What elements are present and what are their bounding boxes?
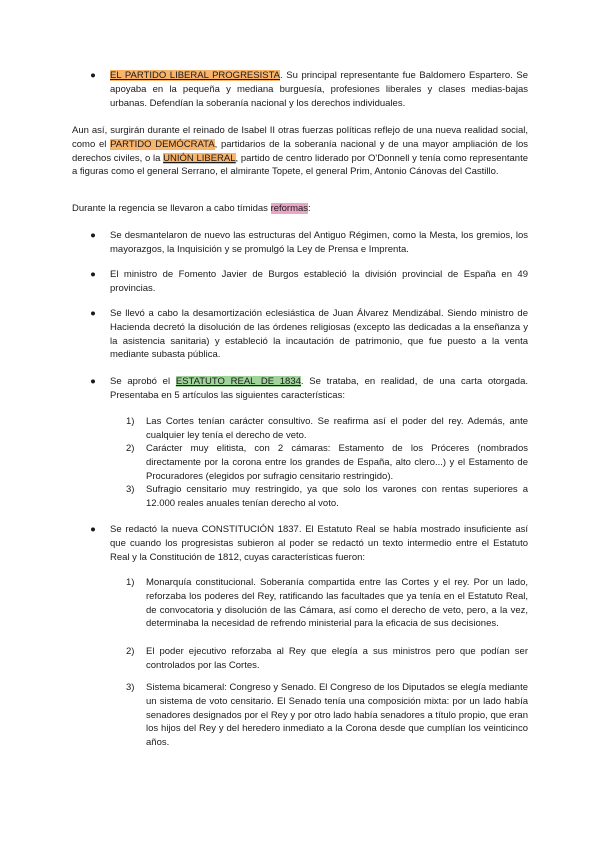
list-item-cortes-consultivo: Las Cortes tenían carácter consultivo. Se reafirma así el poder del rey. Además, ante cualquier ley tenía el derecho de veto.	[146, 416, 528, 441]
bullet-division-provincial: El ministro de Fomento Javier de Burgos estableció la división provincial de España en 49 provincias.	[110, 269, 528, 294]
list-item-monarquia-constitucional: Monarquía constitucional. Soberanía compartida entre las Cortes y el rey. Por un lado, reforzaba los poderes del Rey, ratificando las facultades que ya tenía en el Estatuto Real, de convocatoria y disolución de las Cámara, así como el derecho de veto, pero, a la vez, determinaba la necesidad de refrendo ministerial para la eficacia de sus decisiones.	[146, 577, 528, 630]
paragraph-other-parties: Aun así, surgirán durante el reinado de Isabel II otras fuerzas políticas reflejo de una nueva realidad social, como el PARTIDO DEMÓCRATA, partidarios de la soberanía nacional y de una mayor ampliación de los derechos civiles, o la UNIÓN LIBERAL, partido de centro liderado por O'Donnell y tenía como representante a figuras como el general Serrano, el almirante Topete, el general Prim, Antonio Cánovas del Castillo.	[72, 125, 528, 178]
bullet-marker: ●	[90, 308, 96, 319]
list-number: 2)	[126, 443, 135, 454]
bullet-marker: ●	[90, 230, 96, 241]
highlight-partido-democrata: PARTIDO DEMÓCRATA	[110, 138, 215, 150]
list-number: 3)	[126, 484, 135, 495]
bullet-marker: ●	[90, 376, 96, 387]
highlight-union-liberal: UNIÓN LIBERAL	[163, 152, 236, 164]
bullet-estatuto-real: Se aprobó el ESTATUTO REAL DE 1834. Se trataba, en realidad, de una carta otorgada. Presentaba en 5 artículos las siguientes características:	[110, 376, 528, 401]
list-number: 2)	[126, 646, 135, 657]
bullet-marker: ●	[90, 524, 96, 535]
highlight-reformas: reformas	[270, 203, 309, 214]
list-number: 1)	[126, 416, 135, 427]
bullet-marker: ●	[90, 70, 96, 81]
bullet-constitucion-1837: Se redactó la nueva CONSTITUCIÓN 1837. El Estatuto Real se había mostrado insuficiente así que cuando los progresistas subieron al poder se redactó un texto intermedio entre el Estatuto Real y la Constitución de 1812, cuyas características fueron:	[110, 524, 528, 563]
highlight-partido-liberal-progresista: EL PARTIDO LIBERAL PROGRESISTA	[110, 70, 281, 81]
bullet-partido-liberal-progresista: EL PARTIDO LIBERAL PROGRESISTA. Su principal representante fue Baldomero Espartero. Se apoyaba en la pequeña y mediana burguesía, profesiones liberales y clases medias-bajas urbanas. Defendían la soberanía nacional y los derechos individuales.	[110, 70, 528, 109]
list-item-poder-ejecutivo: El poder ejecutivo reforzaba al Rey que elegía a sus ministros pero que podían ser controlados por las Cortes.	[146, 646, 528, 671]
list-item-sistema-bicameral: Sistema bicameral: Congreso y Senado. El Congreso de los Diputados se elegía mediante un sistema de voto censitario. El Senado tenía una composición mixta: por un lado había senadores designados por el Rey y por otro lado había senadores a título propio, que eran los hijos del Rey y del heredero inmediato a la Corona desde que cumplían los veinticinco años.	[146, 682, 528, 749]
list-item-sufragio-censitario: Sufragio censitario muy restringido, ya que solo los varones con rentas superiores a 12.000 reales anuales tenían derecho al voto.	[146, 484, 528, 509]
highlight-estatuto-real: ESTATUTO REAL DE 1834	[175, 376, 301, 387]
list-number: 3)	[126, 682, 135, 693]
list-item-caracter-elitista: Carácter muy elitista, con 2 cámaras: Estamento de los Próceres (nombrados directamente por la corona entre los grandes de España, alto clero...) y el Estamento de Procuradores (elegidos por sufragio censitario restringido).	[146, 443, 528, 482]
paragraph-regency-reforms: Durante la regencia se llevaron a cabo tímidas reformas:	[72, 203, 311, 214]
bullet-antiguo-regimen: Se desmantelaron de nuevo las estructuras del Antiguo Régimen, como la Mesta, los gremios, los mayorazgos, la Inquisición y se promulgó la Ley de Prensa e Imprenta.	[110, 230, 528, 255]
bullet-marker: ●	[90, 269, 96, 280]
bullet-desamortizacion: Se llevó a cabo la desamortización eclesiástica de Juan Álvarez Mendizábal. Siendo ministro de Hacienda decretó la disolución de las órdenes religiosas (excepto las dedicadas a la enseñanza y la asistencia sanitaria) y estableció la incautación de patrimonio, que fue puesto a la venta mediante subasta pública.	[110, 308, 528, 361]
list-number: 1)	[126, 577, 135, 588]
